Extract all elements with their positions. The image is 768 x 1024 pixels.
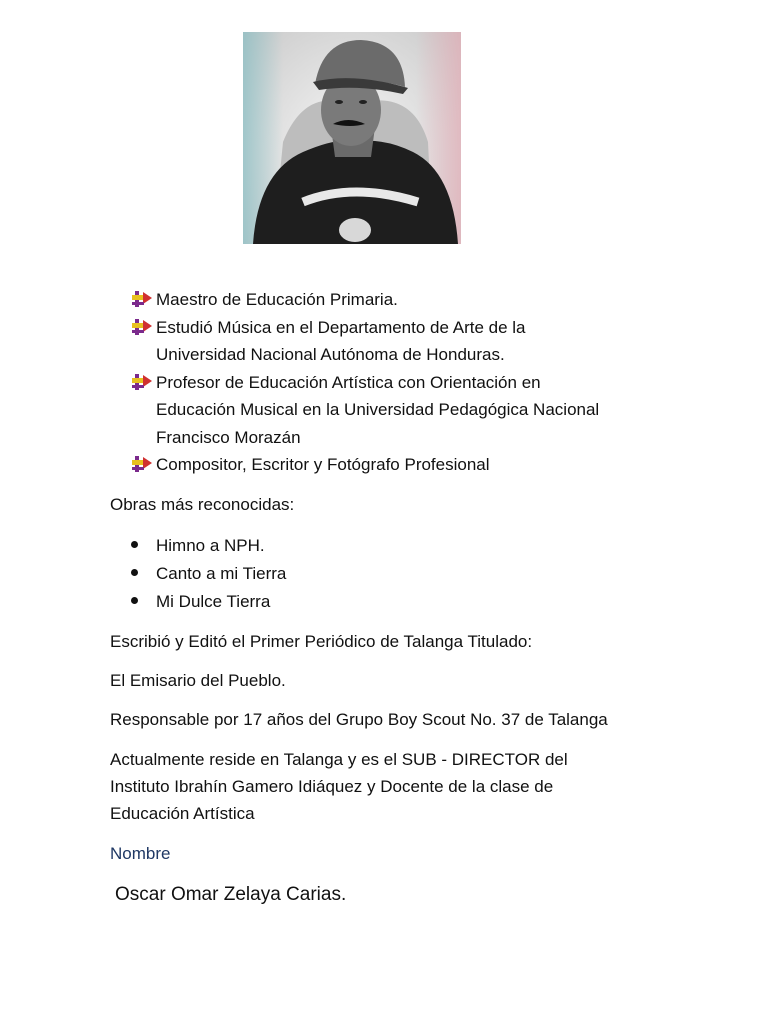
arrow-bullet-icon (132, 317, 152, 337)
list-item: Universidad Nacional Autónoma de Honduras. (156, 345, 505, 365)
name-label: Nombre (110, 844, 171, 863)
dot-bullet-icon (131, 569, 138, 576)
arrow-bullet-icon (132, 289, 152, 309)
list-item: Francisco Morazán (156, 427, 301, 447)
paragraph-line: Instituto Ibrahín Gamero Idiáquez y Docente de la clase de (110, 777, 554, 796)
name-value: Oscar Omar Zelaya Carias. (115, 884, 347, 905)
arrow-bullet-icon (132, 454, 152, 474)
list-item: Mi Dulce Tierra (156, 592, 271, 611)
list-item: Educación Musical en la Universidad Pedagógica Nacional (156, 400, 600, 420)
portrait-photo (243, 32, 461, 244)
emisario-paragraph: El Emisario del Pueblo. (110, 671, 286, 690)
list-item: Estudió Música en el Departamento de Arte de la (156, 318, 526, 337)
works-heading: Obras más reconocidas: (110, 495, 295, 514)
list-item: Maestro de Educación Primaria. (156, 290, 398, 309)
scout-paragraph: Responsable por 17 años del Grupo Boy Scout No. 37 de Talanga (110, 710, 608, 729)
dot-bullet-icon (131, 541, 138, 548)
periodico-paragraph: Escribió y Editó el Primer Periódico de Talanga Titulado: (110, 632, 533, 651)
list-item: Compositor, Escritor y Fotógrafo Profesional (156, 455, 490, 474)
arrow-bullet-icon (132, 372, 152, 392)
dot-bullet-icon (131, 597, 138, 604)
list-item: Profesor de Educación Artística con Orientación en (156, 373, 541, 392)
list-item: Himno a NPH. (156, 536, 265, 555)
paragraph-line: Actualmente reside en Talanga y es el SUB - DIRECTOR del (110, 750, 568, 769)
paragraph-line: Educación Artística (110, 804, 255, 823)
list-item: Canto a mi Tierra (156, 564, 287, 583)
